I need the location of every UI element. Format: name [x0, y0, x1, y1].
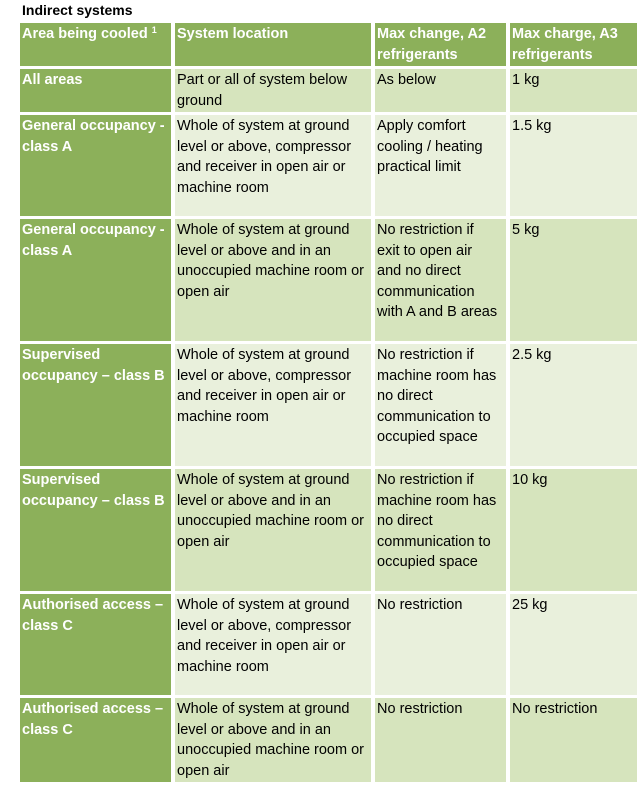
a3-cell: 10 kg: [510, 469, 637, 591]
a3-cell: 1 kg: [510, 69, 637, 112]
a3-cell: 2.5 kg: [510, 344, 637, 466]
header-area-cell: [20, 23, 171, 66]
header-area-footnote: 1: [151, 25, 157, 35]
a2-cell: No restriction if machine room has no direct communication to occupied space: [375, 469, 506, 591]
table-row: [20, 115, 637, 216]
a2-cell: As below: [375, 69, 506, 112]
header-area: Area being cooled: [22, 26, 148, 42]
a3-cell: 25 kg: [510, 594, 637, 695]
location-cell: Part or all of system below ground: [175, 69, 371, 112]
table-row: [20, 594, 637, 695]
area-cell: Supervised occupancy – class B: [20, 344, 171, 466]
table-row: [20, 469, 637, 591]
area-cell: General occupancy - class A: [20, 115, 171, 216]
location-cell: Whole of system at ground level or above, compressor and receiver in open air or machine room: [175, 115, 371, 216]
header-a3: Max charge, A3 refrigerants: [510, 23, 637, 66]
a2-cell: No restriction: [375, 594, 506, 695]
location-cell: Whole of system at ground level or above and in an unoccupied machine room or open air: [175, 698, 371, 782]
header-location: System location: [175, 23, 371, 66]
a2-cell: No restriction: [375, 698, 506, 782]
table-row: [20, 698, 637, 782]
refrigerant-table: [16, 20, 637, 785]
header-a2: Max change, A2 refrigerants: [375, 23, 506, 66]
a3-cell: No restriction: [510, 698, 637, 782]
location-cell: Whole of system at ground level or above, compressor and receiver in open air or machine room: [175, 594, 371, 695]
table-row: [20, 344, 637, 466]
table-row: [20, 69, 637, 112]
location-cell: Whole of system at ground level or above and in an unoccupied machine room or open air: [175, 219, 371, 341]
a3-cell: 5 kg: [510, 219, 637, 341]
table-caption: Indirect systems: [22, 2, 133, 18]
a3-cell: 1.5 kg: [510, 115, 637, 216]
a2-cell: No restriction if machine room has no direct communication to occupied space: [375, 344, 506, 466]
area-cell: All areas: [20, 69, 171, 112]
location-cell: Whole of system at ground level or above and in an unoccupied machine room or open air: [175, 469, 371, 591]
area-cell: General occupancy - class A: [20, 219, 171, 341]
a2-cell: No restriction if exit to open air and no direct communication with A and B areas: [375, 219, 506, 341]
location-cell: Whole of system at ground level or above, compressor and receiver in open air or machine room: [175, 344, 371, 466]
header-row: [20, 23, 637, 66]
area-cell: Supervised occupancy – class B: [20, 469, 171, 591]
area-cell: Authorised access – class C: [20, 594, 171, 695]
area-cell: Authorised access – class C: [20, 698, 171, 782]
a2-cell: Apply comfort cooling / heating practical limit: [375, 115, 506, 216]
table-row: [20, 219, 637, 341]
